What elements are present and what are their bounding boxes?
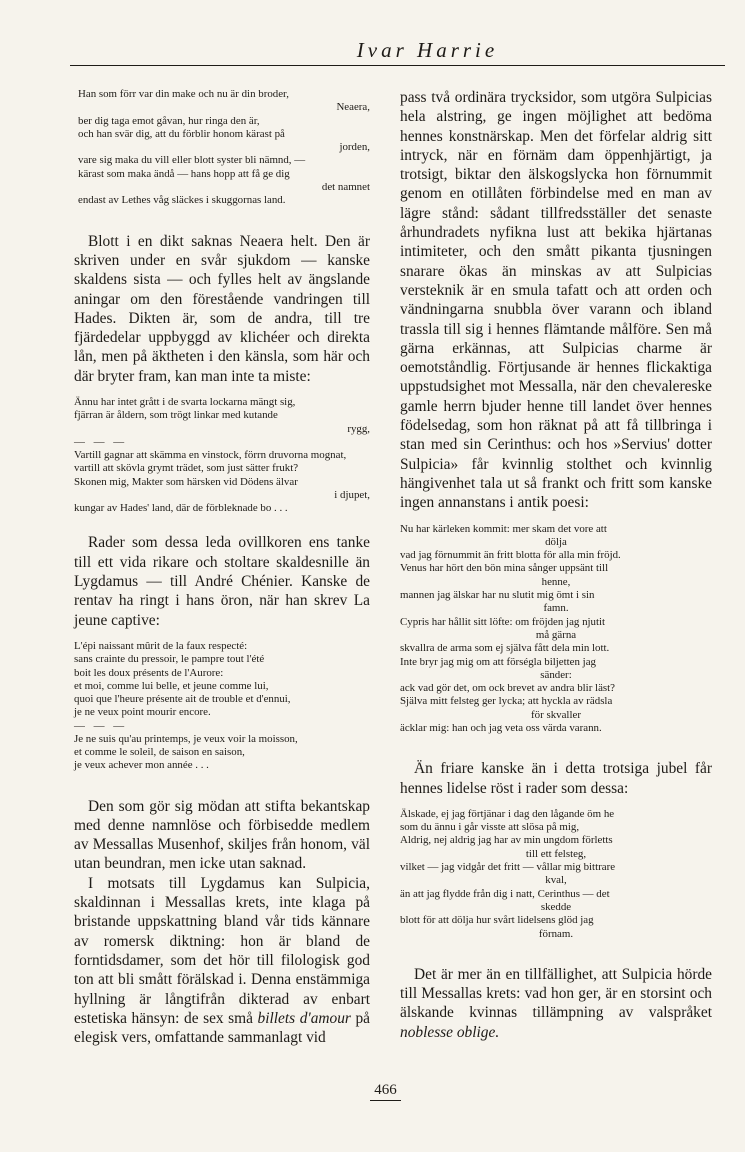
verse-line: quoi que l'heure présente ait de trouble et d'ennui,	[74, 693, 291, 706]
left-column	[74, 88, 370, 1047]
verse-line: Han som förr var din make och nu är din broder,	[78, 88, 289, 100]
verse-line: et comme le soleil, de saison en saison,	[74, 745, 245, 758]
verse-line: Nu har kärleken kommit: mer skam det vore att	[400, 522, 607, 535]
french-verse-block	[74, 733, 370, 773]
running-header	[0, 36, 745, 66]
verse-line: må gärna	[535, 628, 577, 641]
verse-line: till ett felsteg,	[525, 847, 587, 860]
verse-line: i djupet,	[334, 488, 370, 501]
verse-line: L'épi naissant mûrit de la faux respecté:	[74, 639, 248, 652]
verse-line: Älskade, ej jag förtjänar i dag den lågande öm he	[400, 807, 615, 820]
verse-line: skvallra de arma som ej själva fått dela min lott.	[400, 642, 610, 655]
verse-block	[74, 396, 370, 436]
verse-line: det namnet	[321, 181, 370, 194]
paragraph: Blott i en dikt saknas Neaera helt. Den är skriven under en svår sjukdom — kanske skaldens sista — och fylles helt av ängslande aningar om den förestående vandringen till Hades. Dikten är, som de andra, till tre fjärdedelar uppbyggd av klichéer och direkta lån, men på äktheten i den känsla, som här och där bryter fram, kan man inte ta miste:	[74, 232, 370, 385]
verse-line: Vartill gagnar att skämma en vinstock, förrn druvorna mognat,	[74, 448, 347, 461]
verse-line: famn.	[543, 602, 569, 615]
verse-line: endast av Lethes våg släckes i skuggornas land.	[78, 194, 286, 207]
verse-line: vare sig maka du vill eller blott syster bli nämnd, —	[78, 154, 306, 167]
header-rule	[70, 65, 725, 66]
verse-line: kval,	[545, 874, 567, 887]
verse-line: Ännu har intet grått i de svarta lockarna mängt sig,	[74, 396, 296, 409]
paragraph: Den som gör sig mödan att stifta bekantskap med denne namnlöse och förbisedde medlem av Messallas Musenhof, skiljes från honom, väl utan beundran, men icke utan saknad.	[74, 797, 370, 873]
verse-line: blott för att dölja hur svårt lidelsens glöd jag	[400, 914, 594, 927]
verse-line: je ne veux point mourir encore.	[74, 706, 211, 719]
verse-line: mannen jag älskar har nu slutit mig ömt i sin	[400, 589, 595, 602]
paragraph: Än friare kanske än i detta trotsiga jubel får hennes lidelse röst i rader som dessa:	[400, 760, 712, 797]
verse-line: jorden,	[339, 141, 370, 154]
verse-line: boit les doux présents de l'Aurore:	[74, 666, 224, 679]
verse-separator: — — —	[74, 719, 128, 732]
page-number: 466	[0, 1082, 745, 1101]
verse-line: Neaera,	[336, 101, 370, 114]
right-column	[400, 88, 712, 1042]
verse-line: sänder:	[540, 668, 572, 681]
verse-separator: — — —	[74, 435, 128, 448]
verse-line: vilket — jag vidgår det fritt — vållar mig bittrare	[400, 861, 616, 874]
verse-line: Je ne suis qu'au printemps, je veux voir la moisson,	[74, 732, 298, 745]
verse-block	[400, 523, 712, 736]
verse-line: ber dig taga emot gåvan, hur ringa den är,	[78, 114, 260, 127]
verse-line: fjärran är åldern, som trögt linkar med kutande	[74, 409, 278, 422]
verse-block	[74, 449, 370, 515]
running-header-title: Ivar Harrie	[356, 38, 499, 62]
verse-line: et moi, comme lui belle, et jeune comme lui,	[74, 679, 269, 692]
paragraph: Det är mer än en tillfällighet, att Sulpicia hörde till Messallas krets: vad hon ger, är en storsint och älskande kvinnas tillämpning av valspråket noblesse oblige.	[400, 965, 712, 1041]
verse-line: än att jag flydde från dig i natt, Cerinthus — det	[400, 887, 610, 900]
verse-line: äcklar mig: han och jag veta oss värda varann.	[400, 721, 602, 734]
verse-line: rygg,	[347, 422, 370, 435]
verse-line: som du ännu i går visste att slösa på mig,	[400, 821, 580, 834]
verse-line: Själva mitt felsteg ger lycka; att hyckla av rädsla	[400, 695, 613, 708]
french-verse-block	[74, 640, 370, 720]
paragraph: I motsats till Lygdamus kan Sulpicia, skaldinnan i Messallas krets, inte klaga på bristande uppskattning bland vår tids kännare av romersk diktning: hon är bland de forntidsdamer, som det hör till filologisk god ton att bli smått förälskad i. Denna enstämmiga hyllning är långtifrån dikterad av enbart estetiska hänsyn: de sex små billets d'amour på elegisk vers, omfattande sammanlagt vid	[74, 874, 370, 1047]
verse-line: kärast som maka ändå — hans hopp att få ge dig	[78, 167, 290, 180]
verse-line: ack vad gör det, om ock brevet av andra blir läst?	[400, 682, 616, 695]
paragraph: pass två ordinära trycksidor, som utgöra Sulpicias hela alstring, ge ingen möjlighet att bedöma hennes konstnärskap. Men det förfelar aldrig sitt intryck, när en förnäm dam öppenhjärtigt, ja trotsigt, biktar den älskogslycka hon förnummit genom en otillåten förbindelse med en man av lägre stånd: sådant tillfredsställer det senaste århundradets nyfikna lust att bekika hjärtanas intimiteter, och den smått pikanta tjusningen snarare ökas än minskas av att Sulpicias versteknik är en smula tafatt och att orden och vändningarna snubbla över varann och ibland trassla till sig i hennes flämtande målföre. Sen må gärna erkännas, att Sulpicias charme är oemotståndlig. Förtjusande är hennes flickaktiga uppstudsighet mot Messalla, när den chevalereske gamle herrn bjuder henne till landet över hennes födelsedag, som hon räknat på att få tillbringa i stan med sin Cerinthus: och hos »Servius' dotter Sulpicia» får kvinnlig stolthet och kvinnlig hängivenhet tala ut så frankt och fritt som kanske ingen annanstans i antik poesi:	[400, 89, 712, 512]
verse-line: skedde	[540, 900, 572, 913]
verse-block	[74, 88, 370, 208]
verse-line: vartill att skövla grymt trädet, som just sätter frukt?	[74, 462, 299, 475]
verse-line: Cypris har hållit sitt löfte: om fröjden jag njutit	[400, 615, 606, 628]
verse-line: och han svär dig, att du förblir honom kärast på	[78, 127, 285, 140]
verse-block	[400, 808, 712, 941]
verse-line: vad jag förnummit än fritt blotta för alla min fröjd.	[400, 549, 621, 562]
verse-line: je veux achever mon année . . .	[74, 759, 209, 772]
verse-line: Inte bryr jag mig om att förségla biljetten jag	[400, 655, 596, 668]
verse-line: Venus har hört den bön mina sånger uppsänt till	[400, 562, 609, 575]
verse-line: förnam.	[538, 927, 574, 940]
verse-line: för skvaller	[531, 708, 581, 721]
verse-line: henne,	[541, 575, 571, 588]
paragraph: Rader som dessa leda ovillkoren ens tanke till ett vida rikare och stoltare skaldesnille än Lygdamus — till André Chénier. Kanske de rentav ha ringt i hans öron, när han skrev La jeune captive:	[74, 534, 370, 629]
verse-line: kungar av Hades' land, där de förbleknade bo . . .	[74, 502, 288, 515]
verse-line: sans crainte du pressoir, le pampre tout l'été	[74, 653, 265, 666]
verse-line: Aldrig, nej aldrig jag har av min ungdom förletts	[400, 834, 613, 847]
verse-line: Skonen mig, Makter som härsken vid Dödens älvar	[74, 475, 298, 488]
verse-line: dölja	[545, 535, 567, 548]
